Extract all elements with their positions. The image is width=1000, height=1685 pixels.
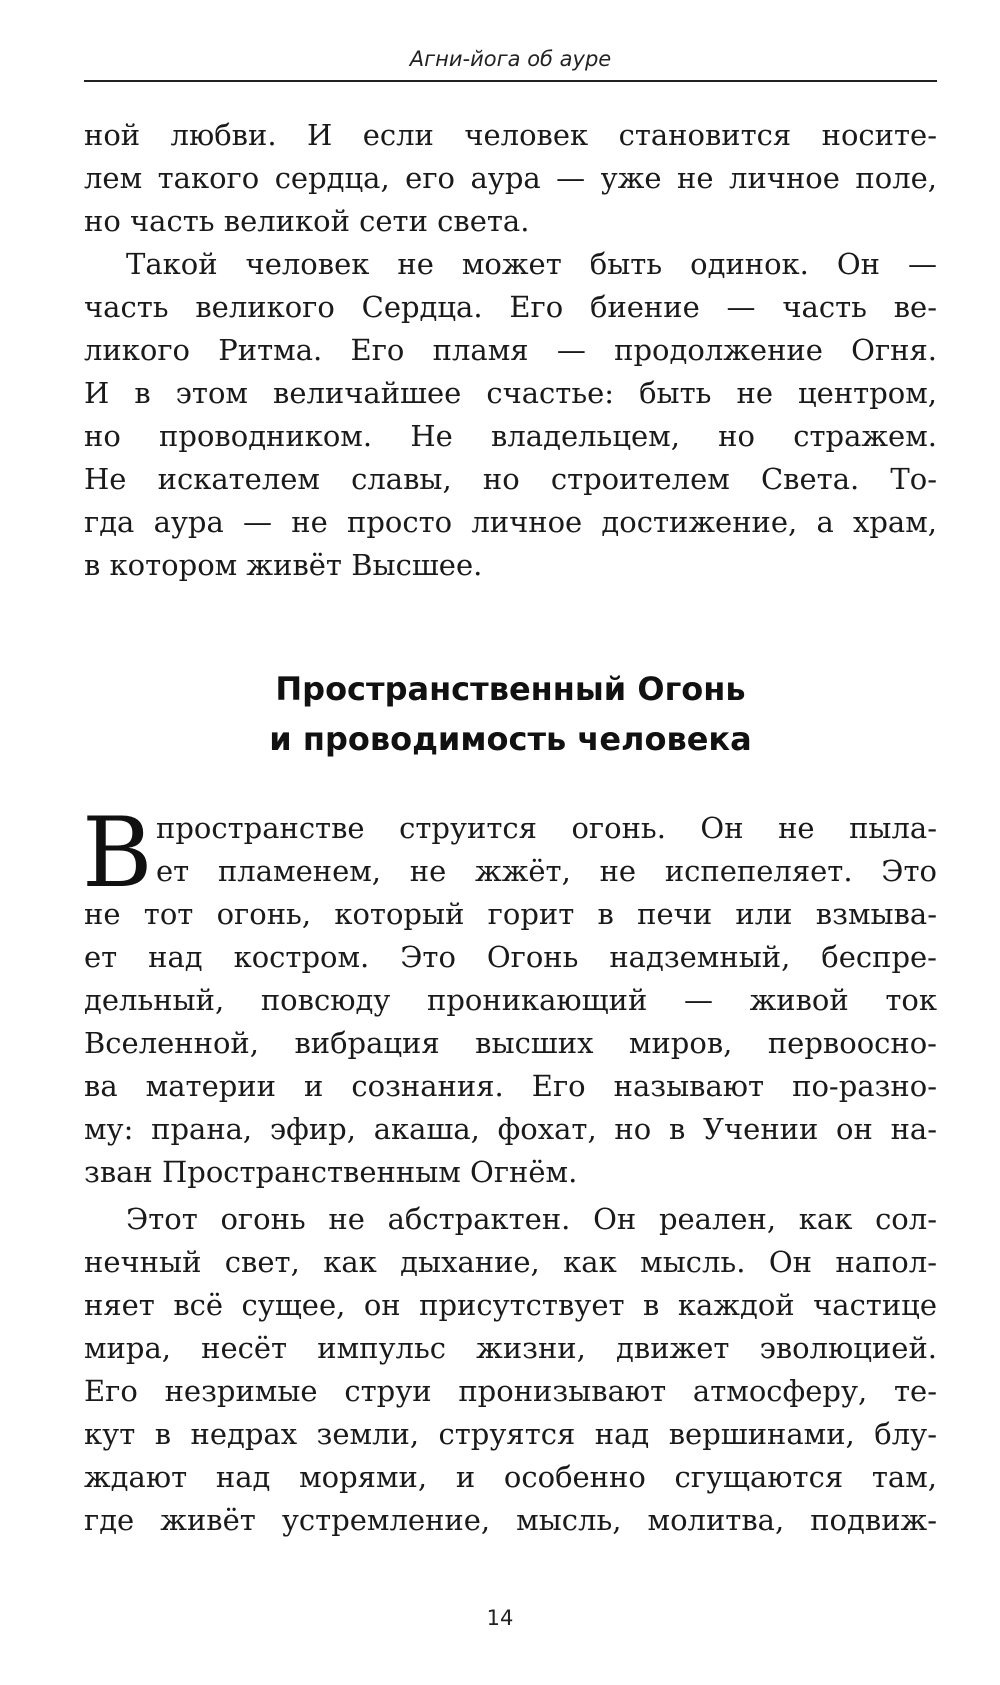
section-heading-line-1: Пространственный Огонь [275, 670, 746, 708]
text-line: дельный, повсюду проникающий — живой ток [84, 983, 937, 1017]
text-line: няет всё сущее, он присутствует в каждой частице [84, 1288, 937, 1322]
text-line: зван Пространственным Огнём. [84, 1155, 578, 1189]
text-line: ной любви. И если человек становится носите- [84, 118, 937, 152]
paragraph-space-fire [82, 797, 937, 1194]
text-line: лем такого сердца, его аура — уже не личное поле, [84, 161, 937, 195]
running-title: Агни-йога об ауре [409, 47, 612, 71]
text-line: нечный свет, как дыхание, как мысль. Он напол- [84, 1245, 937, 1279]
page-number: 14 [486, 1606, 514, 1630]
paragraph-not-abstract [84, 1198, 937, 1542]
text-line: в котором живёт Высшее. [84, 548, 483, 582]
text-line: ва материи и сознания. Его называют по-разно- [84, 1069, 937, 1103]
text-line: Его незримые струи пронизывают атмосферу, те- [84, 1374, 937, 1408]
section-heading [84, 664, 937, 764]
text-line: Этот огонь не абстрактен. Он реален, как сол- [126, 1202, 937, 1236]
text-line: Такой человек не может быть одинок. Он — [126, 247, 937, 281]
text-line: пространстве струится огонь. Он не пыла- [156, 811, 937, 845]
text-line: И в этом величайшее счастье: быть не центром, [84, 376, 937, 410]
text-line: но часть великой сети света. [84, 204, 530, 238]
text-line: не тот огонь, который горит в печи или взмыва- [84, 897, 937, 931]
text-line: часть великого Сердца. Его биение — часть ве- [84, 290, 937, 324]
section-heading-line-2: и проводимость человека [269, 720, 752, 758]
text-line: ет над костром. Это Огонь надземный, беспре- [84, 940, 937, 974]
text-line: но проводником. Не владельцем, но стражем. [84, 419, 937, 453]
text-line: ет пламенем, не жжёт, не испепеляет. Это [156, 854, 937, 888]
drop-cap: В [82, 797, 153, 909]
paragraph-continuation [84, 114, 937, 243]
text-line: Вселенной, вибрация высших миров, первооснo- [84, 1026, 937, 1060]
text-line: мира, несёт импульс жизни, движет эволюцией. [84, 1331, 937, 1365]
text-line: ликого Ритма. Его пламя — продолжение Огня. [84, 333, 937, 367]
text-line: му: прана, эфир, акаша, фохат, но в Учении он на- [84, 1112, 937, 1146]
running-header [84, 44, 937, 82]
text-line: где живёт устремление, мысль, молитва, подвиж- [84, 1503, 937, 1537]
text-line: кут в недрах земли, струятся над вершинами, блу- [84, 1417, 937, 1451]
text-line: гда аура — не просто личное достижение, а храм, [84, 505, 937, 539]
text-line: Не искателем славы, но строителем Света. То- [84, 462, 937, 496]
paragraph-lonely [84, 243, 937, 587]
text-line: ждают над морями, и особенно сгущаются там, [84, 1460, 937, 1494]
